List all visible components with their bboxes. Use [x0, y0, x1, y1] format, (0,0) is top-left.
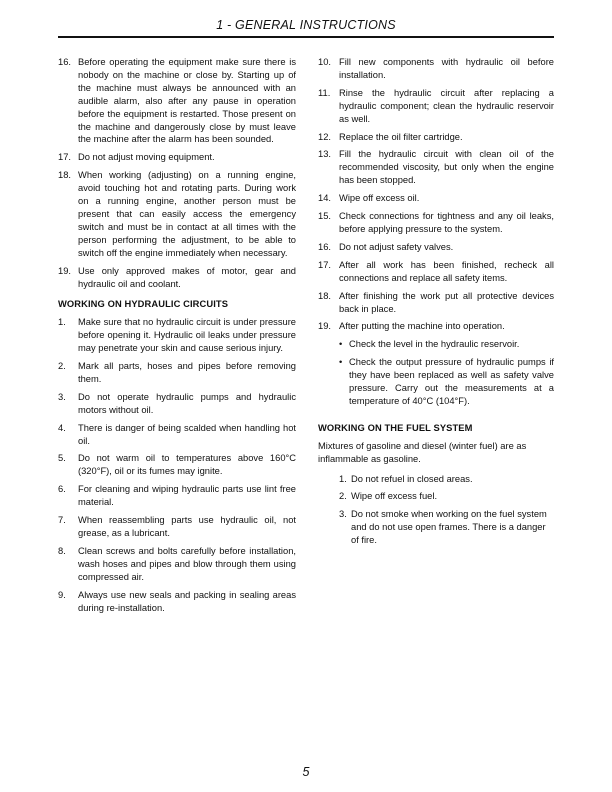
- list-item: [318, 131, 554, 144]
- item-number: 14.: [318, 193, 331, 204]
- item-number: 8.: [58, 545, 66, 556]
- list-item: [318, 259, 554, 285]
- item-number: 18.: [58, 170, 71, 181]
- item-number: 5.: [58, 453, 66, 464]
- list-item: [58, 56, 296, 146]
- item-number: 18.: [318, 290, 331, 301]
- item-number: 4.: [58, 422, 66, 433]
- right-column: [318, 56, 554, 552]
- list-item: [58, 545, 296, 584]
- item-text: Do not refuel in closed areas.: [351, 473, 473, 484]
- item-number: 17.: [58, 152, 71, 163]
- page-number: 5: [302, 765, 310, 779]
- list-item: [58, 589, 296, 615]
- item-text: Wipe off excess fuel.: [351, 491, 438, 502]
- item-text: Make sure that no hydraulic circuit is under pressure before opening it. Hydraulic oil leaks under pressure may penetrate your skin and cause serious injury.: [78, 317, 296, 354]
- item-number: 2.: [339, 491, 347, 502]
- item-text: After finishing the work put all protective devices back in place.: [339, 290, 554, 314]
- bullet-icon: •: [339, 339, 343, 350]
- list-item: [58, 360, 296, 386]
- item-number: 13.: [318, 149, 331, 160]
- list-item: [58, 452, 296, 478]
- item-text: Before operating the equipment make sure there is nobody on the machine or close by. Starting up of the machine must always be announced with an audible alarm, also after any pause in operation before the equipment is restarted. Those present on the machine and dangerously close by must leave the machine after the alarm has been sounded.: [78, 57, 296, 145]
- bullet-item: [339, 356, 554, 408]
- list-item: [58, 483, 296, 509]
- list-item: [318, 320, 554, 333]
- item-text: Do not smoke when working on the fuel system and do not use open frames. There is a danger of fire.: [351, 509, 547, 546]
- list-item: [58, 514, 296, 540]
- item-number: 19.: [318, 321, 331, 332]
- list-item: [58, 391, 296, 417]
- list-item: [58, 316, 296, 355]
- list-item: [58, 422, 296, 448]
- fuel-intro-paragraph: Mixtures of gasoline and diesel (winter fuel) are as inflammable as gasoline.: [318, 440, 527, 464]
- item-text: Always use new seals and packing in sealing areas during re-installation.: [78, 589, 296, 613]
- item-text: When reassembling parts use hydraulic oil, not grease, as a lubricant.: [78, 515, 296, 538]
- item-text: Check connections for tightness and any oil leaks, before applying pressure to the system.: [339, 211, 554, 234]
- list-item: [318, 87, 554, 126]
- list-item: [339, 473, 554, 486]
- item-number: 16.: [318, 241, 331, 252]
- bullet-item: [339, 338, 554, 351]
- item-number: 9.: [58, 589, 66, 600]
- item-text: After putting the machine into operation.: [339, 321, 505, 332]
- bullet-text: Check the level in the hydraulic reservoir.: [349, 339, 520, 350]
- list-item: [58, 169, 296, 259]
- item-number: 11.: [318, 87, 331, 98]
- list-item: [318, 290, 554, 316]
- list-item: [58, 151, 296, 164]
- list-item: [318, 56, 554, 82]
- list-item: [318, 192, 554, 205]
- item-number: 12.: [318, 131, 331, 142]
- item-number: 3.: [339, 509, 347, 520]
- page-header: [58, 14, 554, 38]
- list-item: [339, 508, 554, 547]
- item-text: When working (adjusting) on a running engine, avoid touching hot and rotating parts. During work on a running engine, another person must be present that can easily access the emergency switch and must be in contact at all times with the person performing the adjustment, to be able to switch off the engine immediately when necessary.: [78, 170, 296, 258]
- list-item: [58, 265, 296, 291]
- item-number: 7.: [58, 515, 66, 526]
- item-text: Do not adjust safety valves.: [339, 241, 454, 252]
- item-text: Do not adjust moving equipment.: [78, 152, 215, 163]
- section-title: 1 - GENERAL INSTRUCTIONS: [216, 18, 396, 32]
- fuel-section-heading: WORKING ON THE FUEL SYSTEM: [318, 422, 473, 433]
- list-item: [339, 490, 554, 503]
- bullet-text: Check the output pressure of hydraulic pumps if they have been replaced as well as safety valve pressure. Carry out the measurements at a temperature of 40°C (104°F).: [349, 357, 554, 406]
- list-item: [318, 210, 554, 236]
- item-text: Fill new components with hydraulic oil before installation.: [339, 57, 554, 80]
- hydraulic-section-heading: WORKING ON HYDRAULIC CIRCUITS: [58, 299, 229, 310]
- item-text: For cleaning and wiping hydraulic parts use lint free material.: [78, 484, 296, 508]
- item-number: 15.: [318, 211, 331, 222]
- item-text: Mark all parts, hoses and pipes before removing them.: [78, 361, 296, 384]
- item-number: 16.: [58, 57, 71, 67]
- item-text: Fill the hydraulic circuit with clean oil of the recommended viscosity, but only when the engine has been stopped.: [339, 149, 554, 186]
- item-text: Replace the oil filter cartridge.: [339, 131, 463, 142]
- item-number: 1.: [339, 473, 347, 484]
- item-text: Wipe off excess oil.: [339, 193, 420, 204]
- item-text: After all work has been finished, recheck all connections and replace all safety items.: [339, 259, 554, 283]
- list-item: [318, 148, 554, 187]
- item-text: Do not operate hydraulic pumps and hydraulic motors without oil.: [78, 391, 296, 415]
- item-number: 17.: [318, 259, 331, 270]
- list-item: [318, 241, 554, 254]
- item-text: Do not warm oil to temperatures above 160°C (320°F), oil or its fumes may ignite.: [78, 453, 296, 477]
- bullet-icon: •: [339, 357, 343, 368]
- item-number: 3.: [58, 391, 66, 402]
- item-text: There is danger of being scalded when handling hot oil.: [78, 422, 296, 446]
- item-text: Clean screws and bolts carefully before installation, wash hoses and pipes and blow through them using compressed air.: [78, 545, 296, 582]
- item-number: 10.: [318, 57, 331, 67]
- item-number: 2.: [58, 361, 66, 372]
- item-number: 6.: [58, 484, 66, 495]
- item-number: 1.: [58, 317, 66, 328]
- item-text: Rinse the hydraulic circuit after replacing a hydraulic component; clean the hydraulic reservoir as well.: [339, 87, 554, 124]
- item-text: Use only approved makes of motor, gear and hydraulic oil and coolant.: [78, 265, 296, 289]
- left-column: [58, 56, 296, 619]
- item-number: 19.: [58, 265, 71, 276]
